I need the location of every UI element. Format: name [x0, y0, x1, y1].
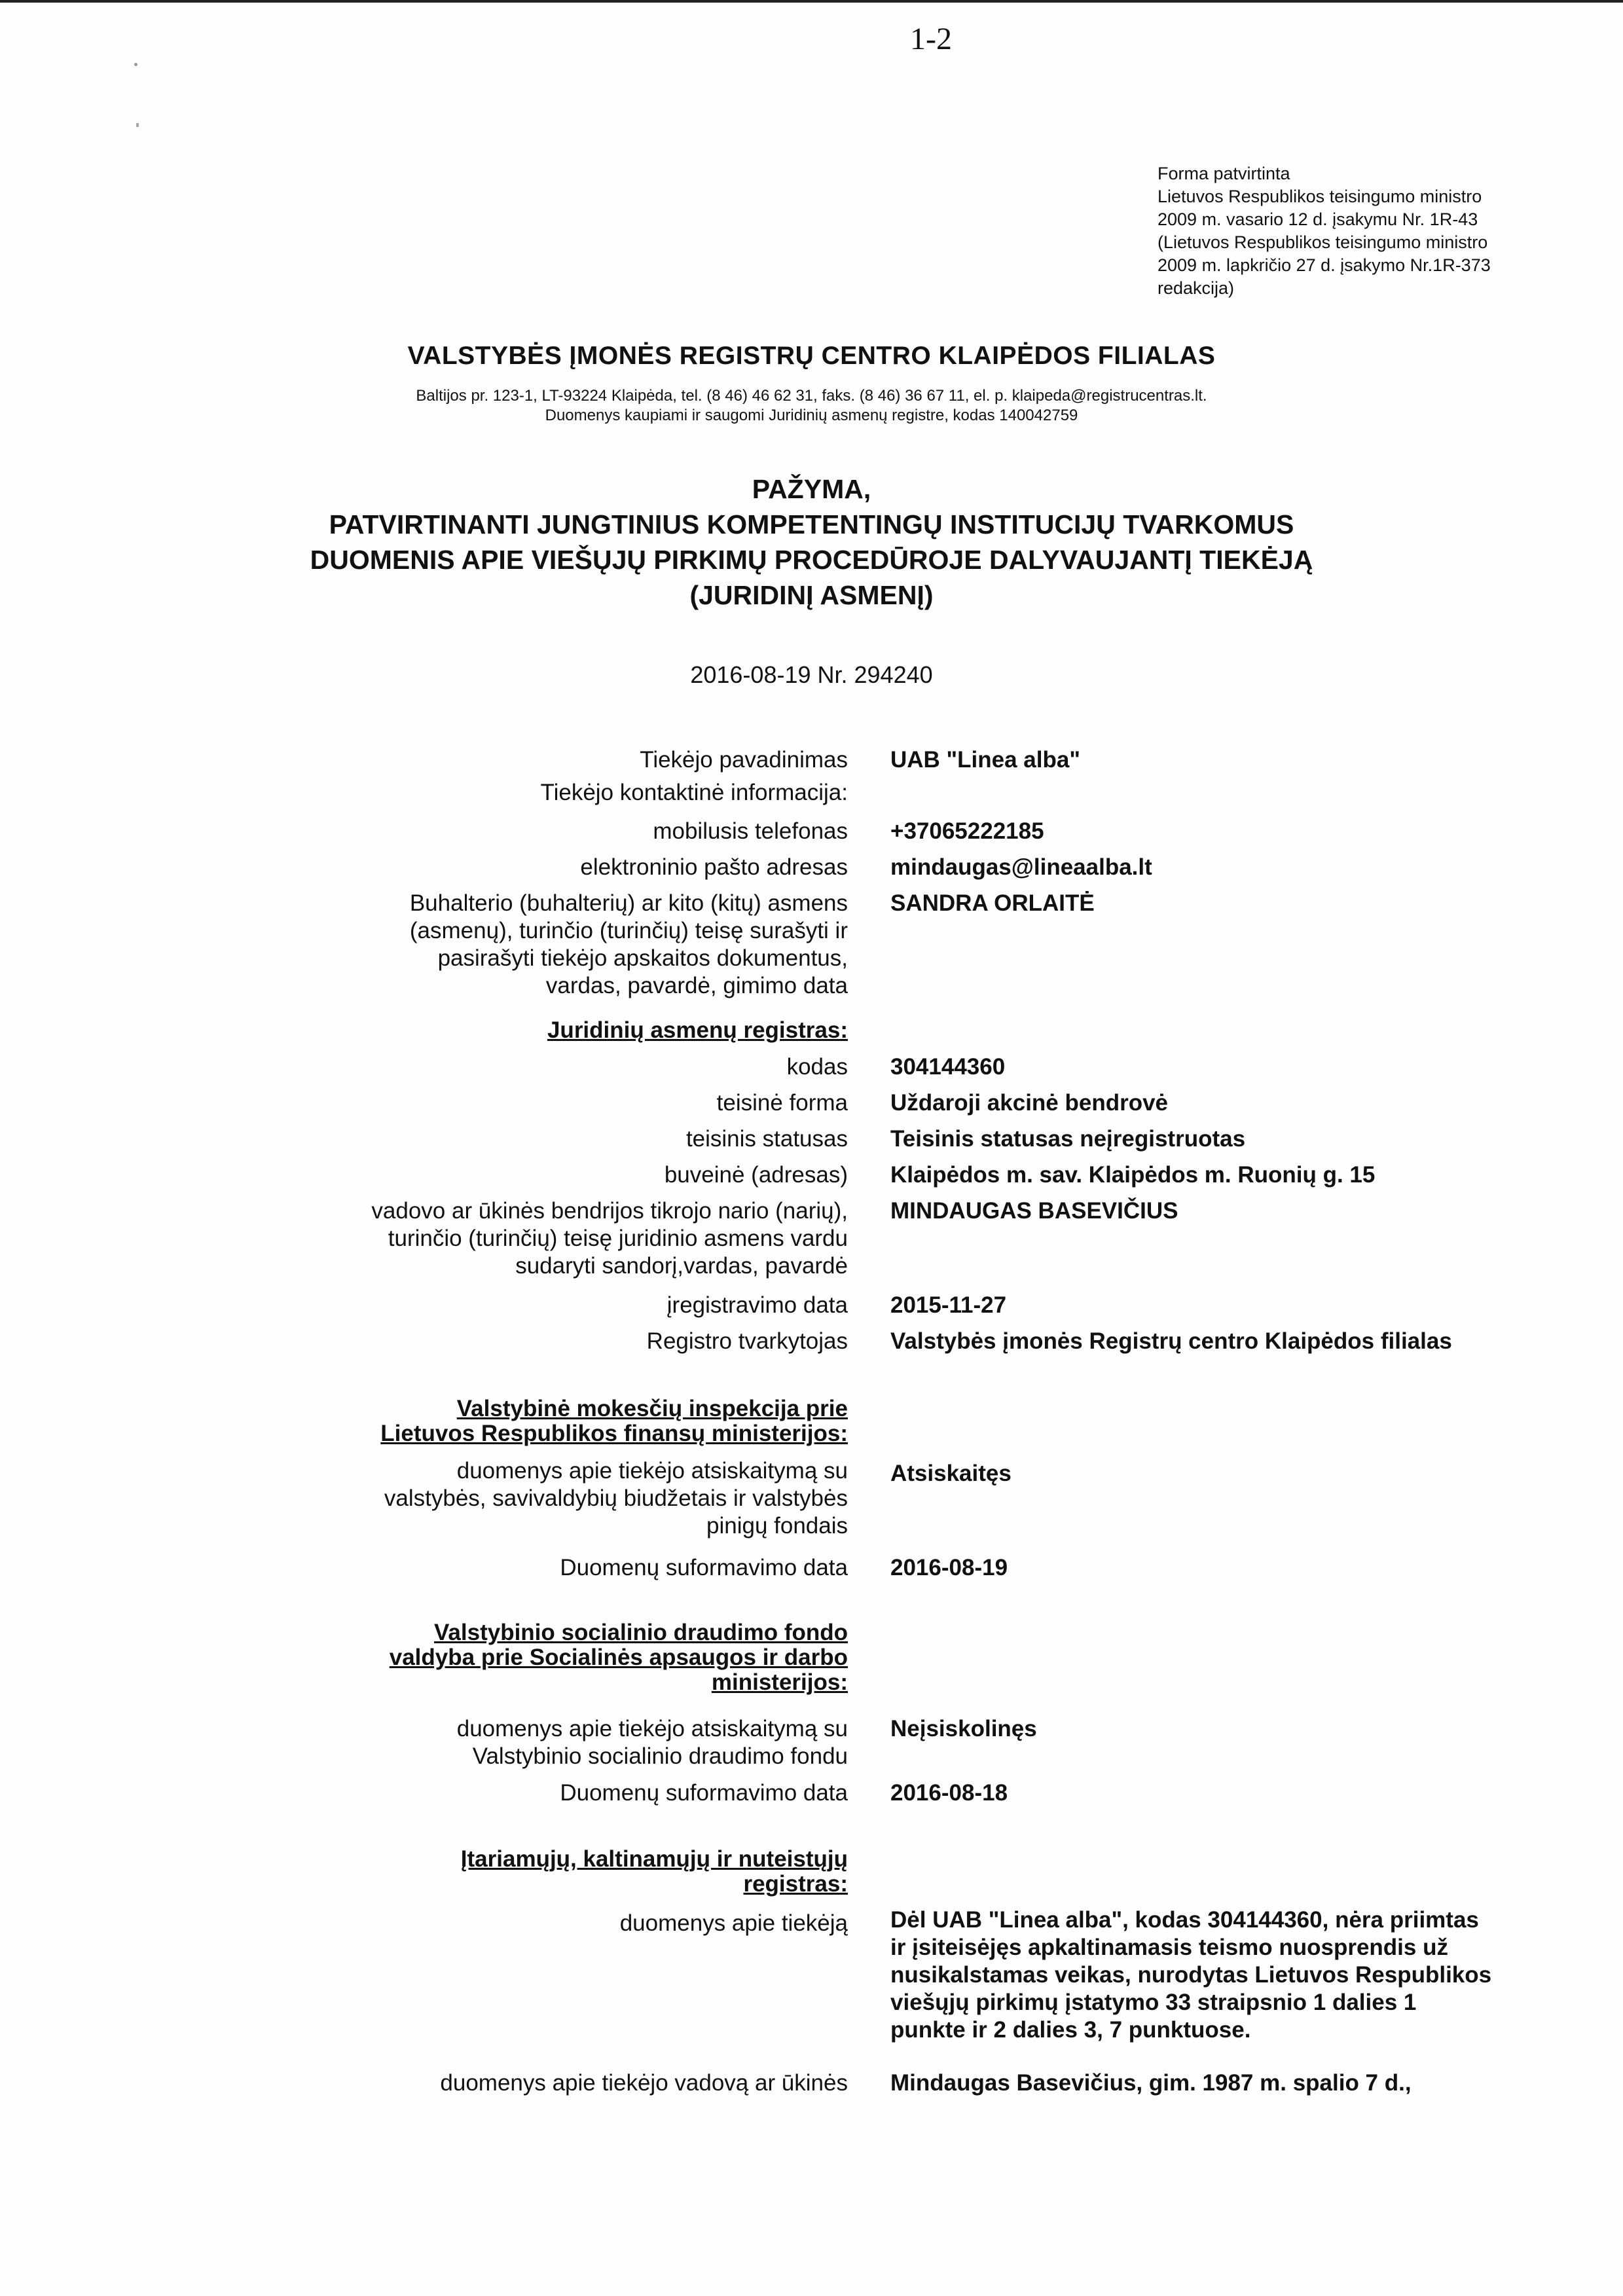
- head-record-value: Mindaugas Basevičius, gim. 1987 m. spalio 7 d.,: [890, 2070, 1412, 2096]
- organization-name: VALSTYBĖS ĮMONĖS REGISTRŲ CENTRO KLAIPĖDOS FILIALAS: [407, 342, 1216, 370]
- social-settlement-value: Neįsiskolinęs: [890, 1716, 1037, 1741]
- legal-form-value: Uždaroji akcinė bendrovė: [890, 1090, 1169, 1116]
- seat-address-value: Klaipėdos m. sav. Klaipėdos m. Ruonių g. 15: [890, 1162, 1376, 1188]
- registry-keeper-value: Valstybės įmonės Registrų centro Klaipėdos filialas: [890, 1328, 1452, 1354]
- social-data-date-value: 2016-08-18: [890, 1780, 1008, 1806]
- registry-keeper-label: Registro tvarkytojas: [646, 1328, 848, 1354]
- title-line: PATVIRTINANTI JUNGTINIUS KOMPETENTINGŲ INSTITUCIJŲ TVARKOMUS: [329, 509, 1294, 539]
- supplier-contact-label: Tiekėjo kontaktinė informacija:: [540, 780, 848, 805]
- data-storage-note: Duomenys kaupiami ir saugomi Juridinių asmenų registre, kodas 140042759: [545, 407, 1078, 424]
- registration-date-label: įregistravimo data: [666, 1292, 848, 1318]
- company-head-label: vadovo ar ūkinės bendrijos tikrojo nario (narių), turinčio (turinčių) teisę juridinio asmens vardu sudaryti sandorį,vardas, pavardė: [371, 1198, 848, 1279]
- tax-inspectorate-heading: Valstybinė mokesčių inspekcija prie Lietuvos Respublikos finansų ministerijos:: [380, 1396, 848, 1446]
- social-settlement-label: duomenys apie tiekėjo atsiskaitymą su Valstybinio socialinio draudimo fondu: [456, 1716, 848, 1769]
- company-code-label: kodas: [786, 1054, 848, 1080]
- email-label: elektroninio pašto adresas: [580, 854, 848, 880]
- registration-date-value: 2015-11-27: [890, 1292, 1007, 1318]
- seat-address-label: buveinė (adresas): [664, 1162, 848, 1188]
- supplier-record-label: duomenys apie tiekėją: [619, 1910, 848, 1936]
- legal-status-label: teisinis statusas: [685, 1126, 848, 1152]
- supplier-record-value: Dėl UAB "Linea alba", kodas 304144360, nėra priimtas ir įsiteisėjęs apkaltinamasis teismo nuosprendis už nusikalstamas veikas, nurodytas Lietuvos Respublikos viešųjų pirkimų įstatymo 33 straipsnio 1 dalies 1 punkte ir 2 dalies 3, 7 punktuose.: [890, 1907, 1492, 2043]
- email-value: mindaugas@lineaalba.lt: [890, 854, 1152, 880]
- legal-registry-heading: Juridinių asmenų registras:: [547, 1017, 848, 1043]
- legal-form-label: teisinė forma: [716, 1090, 848, 1116]
- tax-data-date-label: Duomenų suformavimo data: [560, 1555, 848, 1580]
- legal-status-value: Teisinis statusas neįregistruotas: [890, 1126, 1246, 1152]
- form-approval-note: Forma patvirtinta Lietuvos Respublikos teisingumo ministro 2009 m. vasario 12 d. įsakymu Nr. 1R-43 (Lietuvos Respublikos teisingumo ministro 2009 m. lapkričio 27 d. įsakymo Nr.1R-373 redakcija): [1158, 164, 1491, 298]
- title-line: DUOMENIS APIE VIEŠŲJŲ PIRKIMŲ PROCEDŪROJE DALYVAUJANTĮ TIEKĖJĄ: [310, 545, 1313, 575]
- criminal-registry-heading: Įtariamųjų, kaltinamųjų ir nuteistųjų registras:: [460, 1846, 848, 1897]
- supplier-name-value: UAB "Linea alba": [890, 747, 1080, 773]
- supplier-name-label: Tiekėjo pavadinimas: [640, 747, 848, 773]
- phone-value: +37065222185: [890, 818, 1044, 844]
- title-line: (JURIDINĮ ASMENĮ): [689, 580, 934, 610]
- company-head-value: MINDAUGAS BASEVIČIUS: [890, 1198, 1178, 1224]
- accountant-label: Buhalterio (buhalterių) ar kito (kitų) asmens (asmenų), turinčio (turinčių) teisę surašyti ir pasirašyti tiekėjo apskaitos dokumentus, vardas, pavardė, gimimo data: [409, 890, 848, 998]
- title-line: PAŽYMA,: [752, 474, 871, 504]
- accountant-value: SANDRA ORLAITĖ: [890, 890, 1095, 916]
- social-insurance-heading: Valstybinio socialinio draudimo fondo valdyba prie Socialinės apsaugos ir darbo ministerijos:: [389, 1620, 848, 1695]
- scan-speck: [136, 123, 139, 127]
- document-date-number: 2016-08-19 Nr. 294240: [690, 661, 933, 688]
- organization-contacts: [0, 386, 1623, 426]
- scan-edge: [0, 0, 1623, 3]
- phone-label: mobilusis telefonas: [653, 818, 848, 844]
- page-number: 1-2: [910, 22, 952, 56]
- tax-data-date-value: 2016-08-19: [890, 1555, 1008, 1580]
- document-title: [0, 471, 1623, 613]
- tax-settlement-value: Atsiskaitęs: [890, 1461, 1012, 1486]
- tax-settlement-label: duomenys apie tiekėjo atsiskaitymą su valstybės, savivaldybių biudžetais ir valstybės pinigų fondais: [384, 1458, 848, 1539]
- head-record-label: duomenys apie tiekėjo vadovą ar ūkinės: [440, 2070, 848, 2096]
- social-data-date-label: Duomenų suformavimo data: [560, 1780, 848, 1806]
- organization-address: Baltijos pr. 123-1, LT-93224 Klaipėda, tel. (8 46) 46 62 31, faks. (8 46) 36 67 11, el. p. klaipeda@registrucentras.lt.: [416, 387, 1207, 405]
- company-code-value: 304144360: [890, 1054, 1006, 1080]
- scan-speck: [134, 63, 137, 66]
